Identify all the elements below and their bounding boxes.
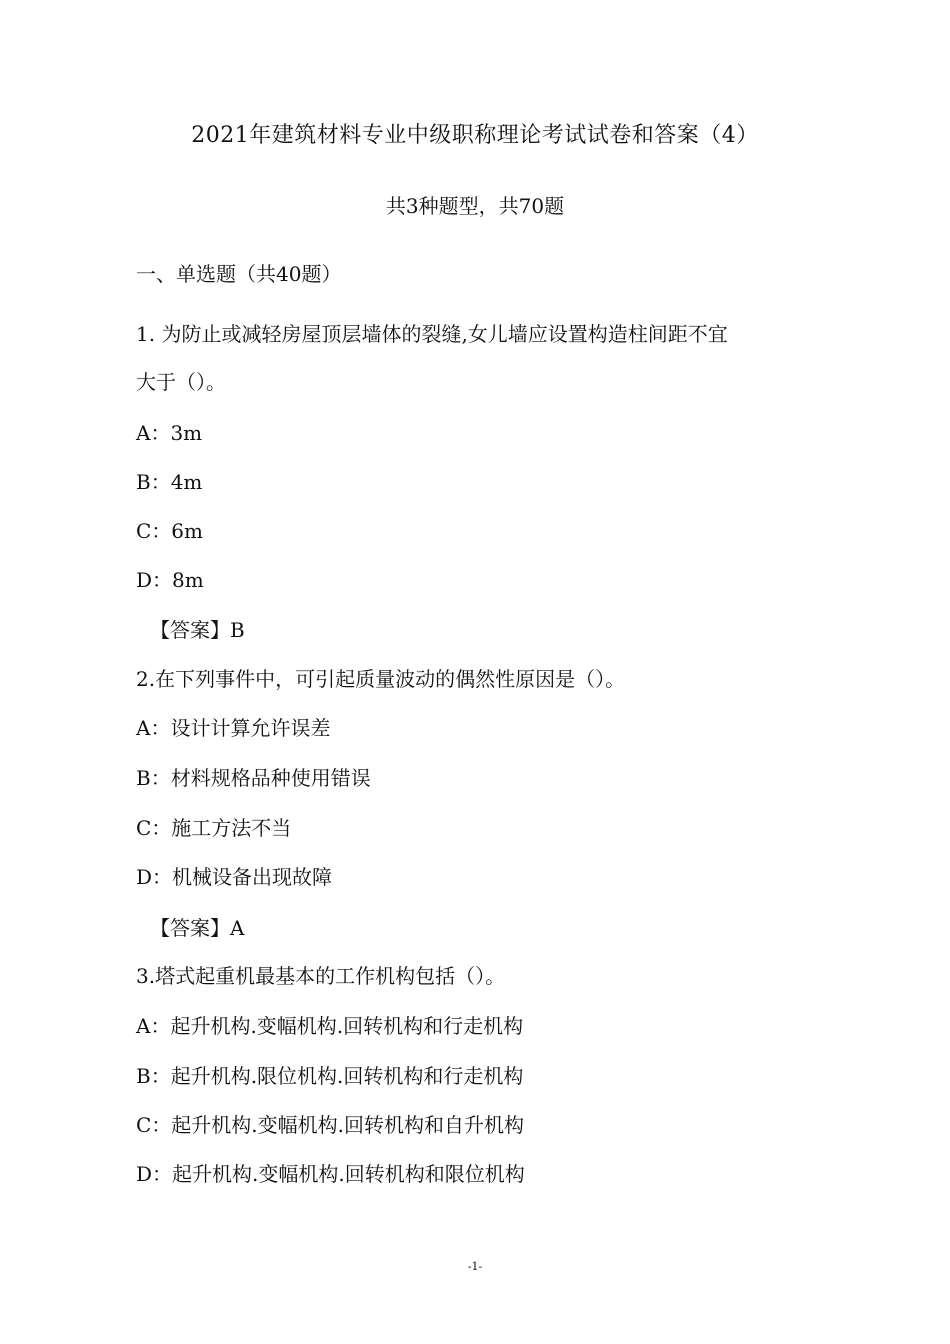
- question-3-option-b: B：起升机构.限位机构.回转机构和行走机构: [136, 1064, 524, 1088]
- question-1-stem-line1: 1. 为防止或减轻房屋顶层墙体的裂缝,女儿墙应设置构造柱间距不宜: [136, 322, 728, 346]
- question-2-option-c: C：施工方法不当: [136, 816, 292, 840]
- question-3-option-a: A：起升机构.变幅机构.回转机构和行走机构: [136, 1014, 524, 1038]
- question-1-option-c: C：6m: [136, 519, 203, 543]
- question-3-option-d: D：起升机构.变幅机构.回转机构和限位机构: [136, 1162, 525, 1186]
- question-3-stem-line1: 3.塔式起重机最基本的工作机构包括（）。: [136, 964, 506, 988]
- question-2-answer: 【答案】A: [150, 916, 245, 940]
- question-1-option-d: D：8m: [136, 568, 204, 592]
- question-3-option-c: C：起升机构.变幅机构.回转机构和自升机构: [136, 1113, 525, 1137]
- question-1-option-a: A：3m: [136, 421, 203, 445]
- section-heading: 一、单选题（共40题）: [136, 262, 342, 286]
- question-2-stem-line1: 2.在下列事件中，可引起质量波动的偶然性原因是（）。: [136, 667, 626, 691]
- question-2-option-d: D：机械设备出现故障: [136, 865, 333, 889]
- question-1-stem-line2: 大于（）。: [136, 370, 226, 394]
- question-2-option-b: B：材料规格品种使用错误: [136, 766, 371, 790]
- question-2-option-a: A：设计计算允许误差: [136, 716, 331, 740]
- exam-subtitle: 共3种题型，共70题: [385, 194, 565, 218]
- exam-title: 2021年建筑材料专业中级职称理论考试试卷和答案（4）: [191, 123, 759, 148]
- page-number: -1-: [467, 1260, 483, 1273]
- question-1-option-b: B：4m: [136, 470, 203, 494]
- question-1-answer: 【答案】B: [150, 618, 245, 642]
